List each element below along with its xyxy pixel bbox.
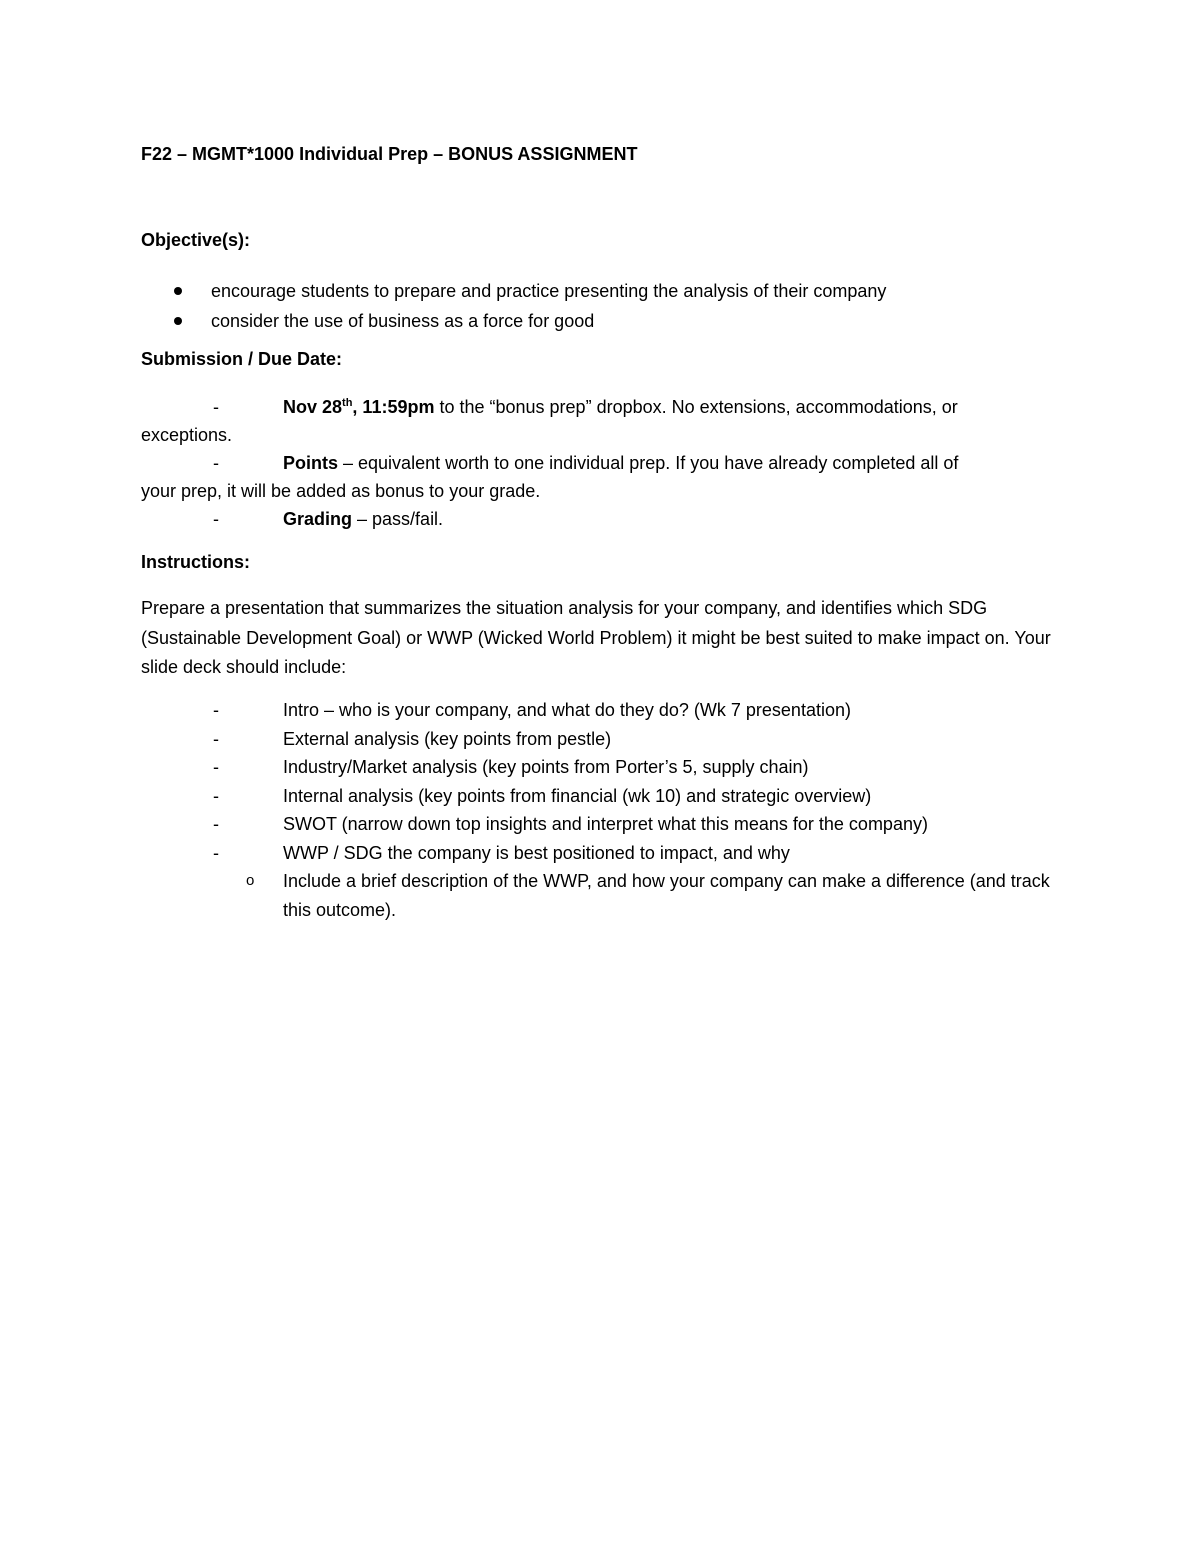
list-item-due-date bbox=[141, 393, 1051, 449]
instruction-text: Industry/Market analysis (key points from Porter’s 5, supply chain) bbox=[283, 757, 809, 777]
dash-marker: - bbox=[213, 842, 219, 863]
instruction-text: External analysis (key points from pestle) bbox=[283, 728, 612, 749]
list-item bbox=[141, 839, 1051, 868]
dash-marker: - bbox=[213, 785, 219, 806]
list-item-grading bbox=[141, 505, 1051, 533]
sub-instruction-text: Include a brief description of the WWP, and how your company can make a difference (and track this outcome). bbox=[283, 871, 1050, 920]
due-date: Nov 28 bbox=[283, 397, 343, 417]
dash-marker: - bbox=[213, 814, 219, 834]
bullet-icon bbox=[174, 287, 182, 295]
points-label: Points bbox=[283, 453, 339, 473]
document-title: F22 – MGMT*1000 Individual Prep – BONUS ASSIGNMENT bbox=[141, 144, 638, 164]
instructions-paragraph: Prepare a presentation that summarizes the situation analysis for your company, and identifies which SDG (Sustainable Development Goal) or WWP (Wicked World Problem) it might be best suited to make impact on. Your slide deck should include: bbox=[141, 598, 1051, 677]
dash-marker: - bbox=[213, 509, 219, 529]
instructions-list bbox=[141, 696, 1051, 924]
circle-bullet-icon: o bbox=[246, 872, 255, 889]
due-text-continued: exceptions. bbox=[141, 425, 233, 445]
dash-marker: - bbox=[213, 728, 219, 749]
submission-heading: Submission / Due Date: bbox=[141, 349, 343, 369]
dash-marker: - bbox=[213, 397, 219, 417]
due-text: to the “bonus prep” dropbox. No extensions, accommodations, or bbox=[434, 397, 958, 417]
objectives-heading: Objective(s): bbox=[141, 230, 251, 250]
sub-list-item bbox=[141, 867, 1051, 924]
grading-text: – pass/fail. bbox=[352, 509, 444, 529]
list-item bbox=[141, 725, 1051, 754]
list-item bbox=[141, 276, 1051, 306]
submission-list bbox=[141, 393, 1051, 533]
dash-marker: - bbox=[213, 757, 219, 777]
due-time: , 11:59pm bbox=[352, 397, 435, 417]
list-item bbox=[141, 753, 1051, 782]
objective-text: encourage students to prepare and practice presenting the analysis of their company bbox=[211, 281, 887, 301]
due-date-suffix: th bbox=[342, 397, 353, 409]
objectives-list bbox=[141, 276, 1051, 336]
points-text-continued: your prep, it will be added as bonus to your grade. bbox=[141, 481, 541, 501]
objective-text: consider the use of business as a force for good bbox=[211, 311, 595, 331]
grading-label: Grading bbox=[283, 509, 353, 529]
list-item bbox=[141, 810, 1051, 839]
list-item bbox=[141, 306, 1051, 336]
instructions-heading: Instructions: bbox=[141, 552, 251, 572]
instruction-text: WWP / SDG the company is best positioned to impact, and why bbox=[283, 842, 790, 863]
instruction-text: SWOT (narrow down top insights and interpret what this means for the company) bbox=[283, 814, 928, 834]
list-item bbox=[141, 782, 1051, 811]
bullet-icon bbox=[174, 317, 182, 325]
instruction-text: Intro – who is your company, and what do they do? (Wk 7 presentation) bbox=[283, 700, 851, 720]
list-item-points bbox=[141, 449, 1051, 505]
list-item bbox=[141, 696, 1051, 725]
dash-marker: - bbox=[213, 453, 219, 473]
dash-marker: - bbox=[213, 700, 219, 720]
points-text: – equivalent worth to one individual prep. If you have already completed all of bbox=[338, 453, 959, 473]
instruction-text: Internal analysis (key points from financial (wk 10) and strategic overview) bbox=[283, 785, 872, 806]
